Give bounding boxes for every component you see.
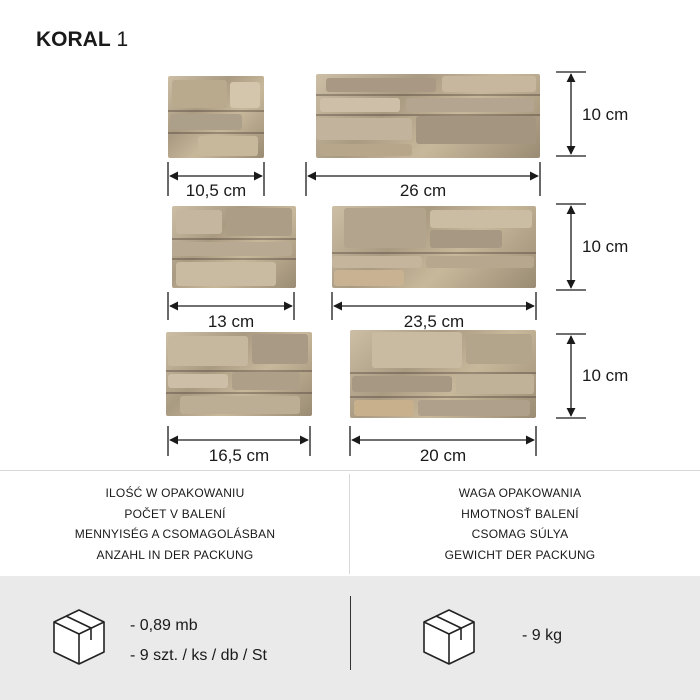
weight-labels [355,483,685,565]
weight-value: - 9 kg [522,627,563,644]
weight-label-sk: HMOTNOSŤ BALENÍ [461,506,579,521]
width-label-5: 16,5 cm [208,446,270,465]
quantity-label-de: ANZAHL IN DER PACKUNG [96,547,254,562]
product-name: KORAL [36,28,111,51]
width-label-4: 23,5 cm [403,312,465,331]
quantity-meters: - 0,89 mb [130,617,198,634]
height-label-3: 10 cm [582,366,629,385]
width-label-2: 26 cm [399,181,447,200]
width-label-1: 10,5 cm [185,181,247,200]
weight-label-hu: CSOMAG SÚLYA [471,527,569,541]
weight-label-pl: WAGA OPAKOWANIA [458,486,582,500]
divider [350,596,351,670]
weight-label-de: GEWICHT DER PACKUNG [444,547,596,562]
quantity-labels [10,483,340,565]
height-label-2: 10 cm [582,237,629,256]
quantity-label-sk: POČET V BALENÍ [124,506,226,521]
width-label-6: 20 cm [419,446,467,465]
quantity-label-hu: MENNYISÉG A CSOMAGOLÁSBAN [74,527,276,541]
product-number: 1 [116,28,129,51]
divider [349,474,350,574]
box-icon [420,606,478,668]
quantity-pieces: - 9 szt. / ks / db / St [130,647,267,664]
height-label-1: 10 cm [582,105,629,124]
box-icon [50,606,108,668]
quantity-values [130,611,267,671]
width-label-3: 13 cm [207,312,255,331]
quantity-label-pl: ILOŚĆ W OPAKOWANIU [105,486,245,500]
